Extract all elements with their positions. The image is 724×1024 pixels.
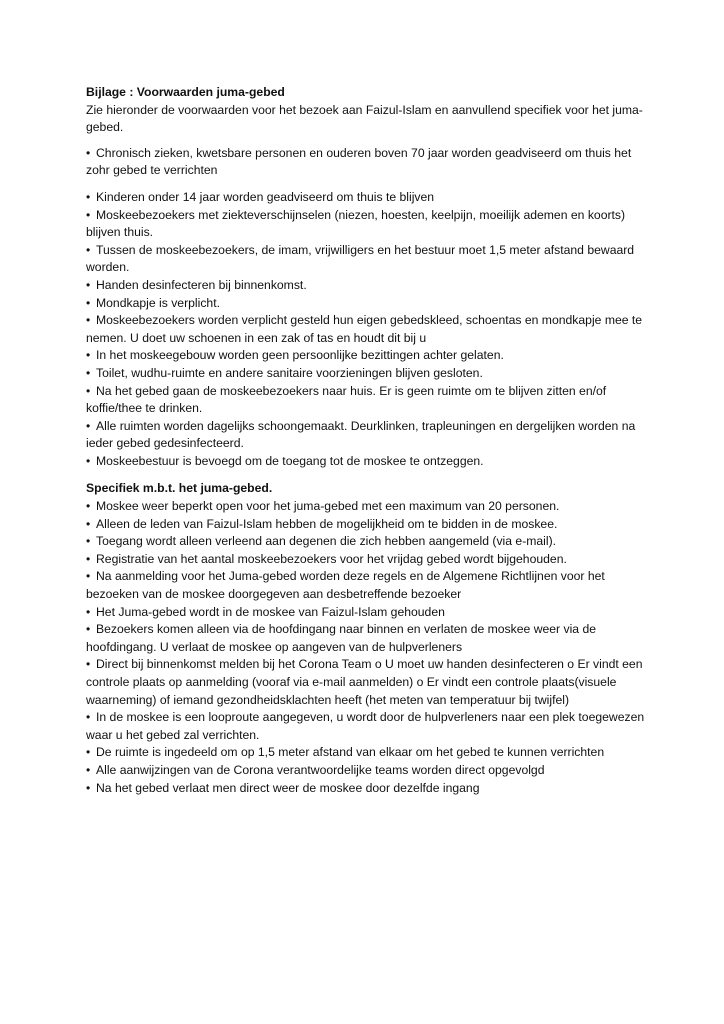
bullet-icon: • bbox=[86, 604, 91, 619]
list-item-text: Mondkapje is verplicht. bbox=[96, 295, 220, 310]
first-bullet-text: Chronisch zieken, kwetsbare personen en ouderen boven 70 jaar worden geadviseerd om thuis het zohr gebed te verrichten bbox=[86, 145, 632, 178]
list-item bbox=[86, 551, 646, 569]
bullet-icon: • bbox=[86, 277, 91, 292]
bullet-icon: • bbox=[86, 745, 91, 760]
list-item bbox=[86, 453, 646, 471]
list-item bbox=[86, 277, 646, 295]
bullet-icon: • bbox=[86, 710, 91, 725]
list-item-text: Moskeebezoekers met ziekteverschijnselen (niezen, hoesten, keelpijn, moeilijk ademen en koorts) blijven thuis. bbox=[86, 207, 626, 240]
list-item-text: Het Juma-gebed wordt in de moskee van Faizul-Islam gehouden bbox=[96, 604, 445, 619]
list-item bbox=[86, 533, 646, 551]
list-item bbox=[86, 762, 646, 780]
bullet-icon: • bbox=[86, 569, 91, 584]
first-bullet-item bbox=[86, 145, 646, 180]
bullet-icon: • bbox=[86, 418, 91, 433]
bullet-icon: • bbox=[86, 365, 91, 380]
section2-title: Specifiek m.b.t. het juma-gebed. bbox=[86, 481, 273, 496]
list-item bbox=[86, 383, 646, 418]
list-item bbox=[86, 312, 646, 347]
list-item bbox=[86, 207, 646, 242]
section1-bullet-list bbox=[86, 189, 646, 471]
list-item bbox=[86, 418, 646, 453]
list-item bbox=[86, 656, 646, 709]
bullet-icon: • bbox=[86, 622, 91, 637]
list-item bbox=[86, 242, 646, 277]
bullet-icon: • bbox=[86, 189, 91, 204]
list-item-text: De ruimte is ingedeeld om op 1,5 meter afstand van elkaar om het gebed te kunnen verrichten bbox=[96, 745, 605, 760]
list-item-text: Moskee weer beperkt open voor het juma-gebed met een maximum van 20 personen. bbox=[96, 499, 560, 514]
bullet-icon: • bbox=[86, 534, 91, 549]
list-item bbox=[86, 516, 646, 534]
section1-intro: Zie hieronder de voorwaarden voor het bezoek aan Faizul-Islam en aanvullend specifiek voor het juma-gebed. bbox=[86, 102, 643, 135]
bullet-icon: • bbox=[86, 207, 91, 222]
bullet-icon: • bbox=[86, 762, 91, 777]
list-item-text: In het moskeegebouw worden geen persoonlijke bezittingen achter gelaten. bbox=[96, 348, 504, 363]
list-item-text: Moskeebestuur is bevoegd om de toegang tot de moskee te ontzeggen. bbox=[96, 453, 484, 468]
list-item bbox=[86, 189, 646, 207]
bullet-icon: • bbox=[86, 453, 91, 468]
list-item-text: Toilet, wudhu-ruimte en andere sanitaire voorzieningen blijven gesloten. bbox=[96, 365, 483, 380]
list-item-text: Alle ruimten worden dagelijks schoongemaakt. Deurklinken, trapleuningen en dergelijken worden na ieder gebed gedesinfecteerd. bbox=[86, 418, 636, 451]
bullet-icon: • bbox=[86, 499, 91, 514]
bullet-icon: • bbox=[86, 516, 91, 531]
list-item bbox=[86, 744, 646, 762]
list-item-text: Bezoekers komen alleen via de hoofdingang naar binnen en verlaten de moskee weer via de hoofdingang. U verlaat de moskee op aangeven van de hulpverleners bbox=[86, 622, 597, 654]
bullet-icon: • bbox=[86, 780, 91, 795]
bullet-icon: • bbox=[86, 145, 91, 160]
list-item bbox=[86, 568, 646, 603]
list-item bbox=[86, 621, 646, 656]
bullet-icon: • bbox=[86, 348, 91, 363]
list-item-text: Toegang wordt alleen verleend aan degenen die zich hebben aangemeld (via e-mail). bbox=[96, 534, 557, 549]
list-item bbox=[86, 365, 646, 383]
list-item-text: Na aanmelding voor het Juma-gebed worden deze regels en de Algemene Richtlijnen voor het bezoeken van de moskee doorgegeven aan desbetreffende bezoeker bbox=[86, 569, 605, 602]
bullet-icon: • bbox=[86, 313, 91, 328]
list-item bbox=[86, 295, 646, 313]
bullet-icon: • bbox=[86, 242, 91, 257]
bullet-icon: • bbox=[86, 551, 91, 566]
list-item-text: Alle aanwijzingen van de Corona verantwoordelijke teams worden direct opgevolgd bbox=[96, 762, 545, 777]
list-item-text: In de moskee is een looproute aangegeven, u wordt door de hulpverleners naar een plek toegewezen waar u het gebed zal verrichten. bbox=[86, 710, 645, 742]
section2-bullet-list bbox=[86, 498, 646, 797]
list-item-text: Tussen de moskeebezoekers, de imam, vrijwilligers en het bestuur moet 1,5 meter afstand bewaard worden. bbox=[86, 242, 635, 275]
list-item bbox=[86, 780, 646, 798]
list-item bbox=[86, 498, 646, 516]
list-item-text: Handen desinfecteren bij binnenkomst. bbox=[96, 277, 307, 292]
list-item-text: Moskeebezoekers worden verplicht gesteld hun eigen gebedskleed, schoentas en mondkapje mee te nemen. U doet uw schoenen in een zak of tas en houdt dit bij u bbox=[86, 313, 643, 345]
bullet-icon: • bbox=[86, 295, 91, 310]
list-item-text: Kinderen onder 14 jaar worden geadviseerd om thuis te blijven bbox=[96, 189, 435, 204]
list-item-text: Registratie van het aantal moskeebezoekers voor het vrijdag gebed wordt bijgehouden. bbox=[96, 551, 567, 566]
bullet-icon: • bbox=[86, 657, 91, 672]
bullet-icon: • bbox=[86, 383, 91, 398]
list-item-text: Direct bij binnenkomst melden bij het Corona Team o U moet uw handen desinfecteren o Er vindt een controle plaats op aanmelding (vooraf via e-mail aanmelden) o Er vindt een controle plaats(visuele waarneming) of iemand gezondheidsklachten heeft (het meten van temperatuur bij twijfel) bbox=[86, 657, 643, 707]
list-item bbox=[86, 709, 646, 744]
document-page bbox=[86, 84, 646, 797]
list-item bbox=[86, 347, 646, 365]
list-item-text: Na het gebed verlaat men direct weer de moskee door dezelfde ingang bbox=[96, 780, 480, 795]
list-item-text: Na het gebed gaan de moskeebezoekers naar huis. Er is geen ruimte om te blijven zitten en/of koffie/thee te drinken. bbox=[86, 383, 607, 416]
list-item bbox=[86, 604, 646, 622]
list-item-text: Alleen de leden van Faizul-Islam hebben de mogelijkheid om te bidden in de moskee. bbox=[96, 516, 558, 531]
section1-title: Bijlage : Voorwaarden juma-gebed bbox=[86, 85, 285, 99]
